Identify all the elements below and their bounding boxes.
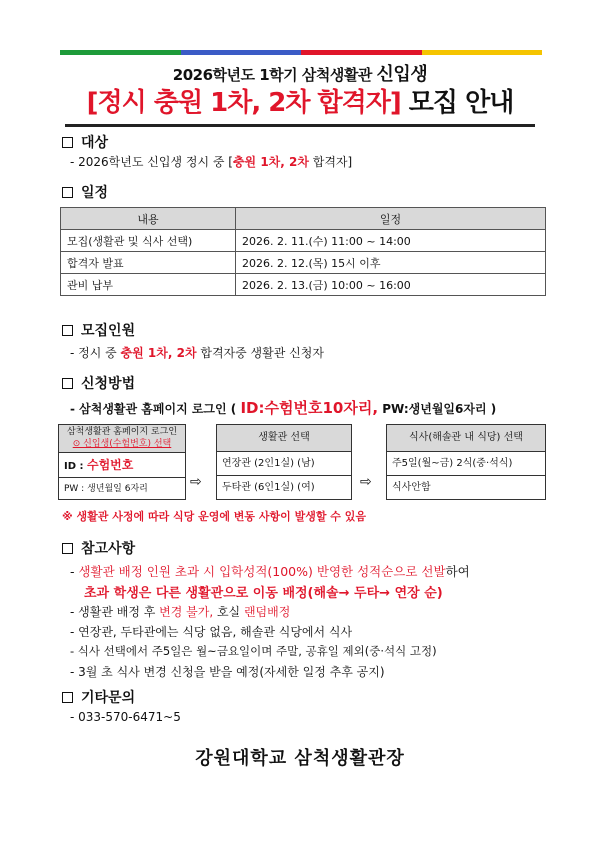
- reference-line-3: [70, 603, 290, 620]
- meal-box-head: 식사(해솔관 내 식당) 선택: [387, 425, 545, 452]
- document-subtitle: [0, 60, 600, 86]
- text: 합격자]: [308, 155, 353, 169]
- section-reference-heading: [62, 538, 135, 558]
- text: -: [70, 564, 79, 579]
- reference-line-5: - 식사 선택에서 주5일은 월~금요일이며 주말, 공휴일 제외(중·석식 고정): [70, 644, 437, 658]
- table-header-cell: 일정: [236, 208, 546, 230]
- section-contact-heading: [62, 687, 135, 707]
- text: 합격자중 생활관 신청자: [196, 346, 324, 360]
- checkbox-square-icon: [62, 543, 73, 554]
- contact-phone: - 033-570-6471~5: [70, 710, 181, 724]
- section-recruit-heading: [62, 320, 135, 340]
- id-value: 수험번호: [86, 458, 134, 472]
- text-red: 생활관 배정 인원 초과 시 입학성적(100%) 반영한 성적순으로 선발: [78, 564, 446, 579]
- text: - 삼척생활관 홈페이지 로그인 (: [70, 402, 241, 416]
- reference-line-1: [70, 562, 470, 580]
- login-box: [58, 424, 186, 500]
- stripe-green: [60, 50, 181, 55]
- dorm-option: 연장관 (2인1실) (남): [217, 452, 351, 476]
- dorm-box-head: 생활관 선택: [217, 425, 351, 452]
- table-cell: 모집(생활관 및 식사 선택): [61, 230, 236, 252]
- arrow-right-icon: ⇨: [190, 474, 202, 490]
- stripe-blue: [181, 50, 302, 55]
- title-rest: 모집 안내: [408, 88, 514, 118]
- checkbox-square-icon: [62, 378, 73, 389]
- text: - 2026학년도 신입생 정시 중 [: [70, 155, 233, 169]
- text-red: 충원 1차, 2차: [120, 346, 197, 360]
- checkbox-square-icon: [62, 137, 73, 148]
- login-pw-row: [59, 478, 185, 500]
- text: - 생활관 배정 후: [70, 605, 160, 619]
- id-label: ID :: [64, 461, 87, 472]
- document-title: [70, 84, 530, 122]
- section-title: 일정: [81, 185, 109, 201]
- table-cell: 2026. 2. 11.(수) 11:00 ~ 14:00: [236, 230, 546, 252]
- title-red-part: [정시 충원 1차, 2차 합격자]: [86, 88, 401, 118]
- login-head-line1: 삼척생활관 홈페이지 로그인: [66, 427, 178, 437]
- apply-notice: ※ 생활관 사정에 따라 식당 운영에 변동 사항이 발생할 수 있음: [62, 510, 367, 523]
- text: - 정시 중: [70, 346, 121, 360]
- meal-option: 식사안함: [392, 482, 431, 493]
- table-cell: 합격자 발표: [61, 252, 236, 274]
- text-red: ID:수험번호10자리,: [240, 399, 379, 417]
- arrow-right-icon: ⇨: [360, 474, 372, 490]
- table-row: [61, 274, 546, 296]
- title-underline: [65, 124, 535, 127]
- stripe-yellow: [422, 50, 543, 55]
- checkbox-square-icon: [62, 187, 73, 198]
- section-schedule-heading: [62, 182, 108, 202]
- checkbox-square-icon: [62, 325, 73, 336]
- text: ): [486, 402, 497, 416]
- pw-text: PW : 생년월일 6자리: [64, 484, 148, 494]
- dorm-select-box: [216, 424, 352, 500]
- text-red: 변경 불가,: [159, 605, 214, 619]
- login-head-line2: ⊙ 신입생(수험번호) 선택: [72, 439, 172, 449]
- recruit-line: [70, 344, 324, 361]
- section-title: 참고사항: [81, 541, 136, 557]
- checkbox-square-icon: [62, 692, 73, 703]
- apply-line: [70, 397, 496, 418]
- text: 하여: [445, 564, 470, 579]
- target-line: [70, 153, 352, 170]
- meal-option: 주5일(월~금) 2식(중·석식): [387, 452, 545, 476]
- section-title: 기타문의: [81, 690, 136, 706]
- section-title: 대상: [81, 135, 109, 151]
- schedule-table: [60, 207, 546, 296]
- login-id-row: [59, 453, 185, 478]
- stripe-red: [301, 50, 422, 55]
- section-title: 모집인원: [81, 323, 136, 339]
- table-row: [61, 252, 546, 274]
- subtitle-prefix: 2026학년도 1학기 삼척생활관: [172, 66, 372, 84]
- reference-line-4: - 연장관, 두타관에는 식당 없음, 해솔관 식당에서 식사: [70, 625, 353, 639]
- text-red: 충원 1차, 2차: [232, 155, 309, 169]
- text-red: 랜덤배정: [243, 605, 291, 619]
- section-title: 신청방법: [81, 376, 136, 392]
- table-cell: 2026. 2. 13.(금) 10:00 ~ 16:00: [236, 274, 546, 296]
- reference-line-6: - 3월 초 식사 변경 신청을 받을 예정(자세한 일정 추후 공지): [70, 665, 385, 679]
- reference-line-2: 초과 학생은 다른 생활관으로 이동 배정(해솔→ 두타→ 연장 순): [84, 586, 443, 601]
- table-header-row: [61, 208, 546, 230]
- section-target-heading: [62, 132, 108, 152]
- dorm-option: 두타관 (6인1실) (여): [222, 482, 315, 493]
- section-apply-heading: [62, 373, 135, 393]
- table-header-cell: 내용: [61, 208, 236, 230]
- meal-select-box: [386, 424, 546, 500]
- signature: 강원대학교 삼척생활관장: [195, 748, 405, 769]
- text: 호실: [213, 605, 244, 619]
- table-row: [61, 230, 546, 252]
- table-cell: 관비 납부: [61, 274, 236, 296]
- text: PW:생년월일6자리: [378, 402, 487, 416]
- subtitle-emphasis: 신입생: [376, 64, 428, 85]
- color-stripe: [60, 50, 542, 55]
- login-box-head: [59, 425, 185, 453]
- table-cell: 2026. 2. 12.(목) 15시 이후: [236, 252, 546, 274]
